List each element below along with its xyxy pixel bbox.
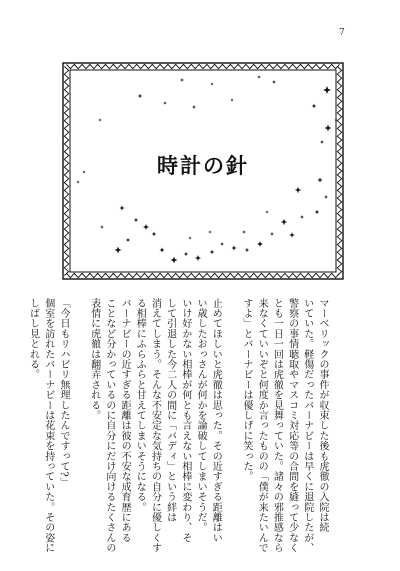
star-icon (98, 118, 101, 121)
text-line: いけ好かない相棒が何とも言えない相棒に変わり、そ (179, 298, 191, 543)
star-icon (163, 101, 167, 105)
star-icon (115, 247, 122, 254)
star-icon (180, 78, 184, 82)
star-icon (76, 180, 79, 183)
text-line: 「今日もリハビリ無理したんですって?」 (57, 298, 69, 488)
star-icon (295, 187, 301, 193)
star-icon (231, 245, 236, 250)
text-line: 止めてほしいと虎徹は思った。その近すぎる距離はい (210, 298, 222, 543)
star-icon (220, 242, 224, 246)
text-line-blank (223, 298, 239, 543)
star-icon (184, 252, 188, 256)
star-icon (257, 241, 263, 247)
star-icon (300, 215, 304, 219)
star-icon (143, 224, 149, 230)
star-icon (270, 232, 274, 236)
star-icon (138, 94, 142, 98)
star-icon (210, 250, 215, 255)
star-icon (312, 104, 317, 109)
text-line: いていた。軽傷だったバーナビーは早くに退院したが、 (301, 298, 313, 553)
text-line: マーベリックの事件が収束した後も虎徹の入院は続 (317, 298, 328, 533)
star-icon (119, 205, 124, 210)
star-icon (281, 219, 287, 225)
star-icon (159, 247, 164, 252)
star-icon (195, 255, 201, 261)
text-line: 警察の事情聴取やマスコミ対応等の合間を縫って少なく (286, 298, 298, 553)
star-icon (208, 230, 211, 233)
chapter-title-frame (62, 62, 344, 280)
star-icon (272, 80, 276, 84)
page-number: 7 (339, 28, 345, 38)
star-icon (171, 257, 178, 264)
text-line: して引退した今二人の間に「バディ」という絆は (164, 298, 176, 523)
star-icon (320, 140, 324, 144)
text-line: バーナビーの近すぎる距離は彼の不安な成育歴にある (119, 298, 131, 543)
star-icon (192, 105, 196, 109)
text-line: 来なくていいぞと何度か言ったものの「僕が来たいんで (256, 298, 268, 553)
chapter-title: 時計の針 (157, 153, 249, 178)
text-line: い歳したおっさんが何かを論破してしまいそうだ。 (195, 298, 207, 533)
text-line: しばし見とれる。 (27, 298, 39, 380)
star-icon (188, 236, 191, 239)
star-icon (265, 210, 268, 213)
text-line: とも一日一回は虎徹を見舞っていた。諸々の邪推感なら (271, 298, 283, 553)
text-line: 個室を訪れたバーナビーは花束を持っていた。その姿に (42, 298, 54, 553)
star-icon (325, 125, 332, 132)
star-icon (324, 195, 328, 199)
star-icon (100, 225, 104, 229)
star-icon (245, 248, 249, 252)
text-line: 表情に虎徹は翻弄される。 (88, 298, 100, 421)
star-icon (289, 232, 295, 238)
star-icon (230, 98, 233, 101)
text-line-blank (71, 298, 87, 543)
star-icon (257, 75, 261, 79)
star-icon (242, 230, 246, 234)
text-line: すよ」とバーナビーは優しげに笑った。 (240, 298, 252, 482)
star-icon (152, 232, 157, 237)
star-icon (134, 218, 138, 222)
star-icon (126, 238, 130, 242)
star-icon (323, 86, 331, 94)
text-line: ことなど分かっているのに自分にだけ向けるたくさんの (103, 298, 115, 553)
text-line: る相棒にふらふらと甘えてしまいそうになる。 (134, 298, 146, 513)
body-text (27, 298, 330, 553)
star-icon (315, 210, 320, 215)
star-icon (210, 82, 213, 85)
text-line: 消えてしまう。そんな不安定な気持ちの自分に優しくす (149, 298, 161, 553)
